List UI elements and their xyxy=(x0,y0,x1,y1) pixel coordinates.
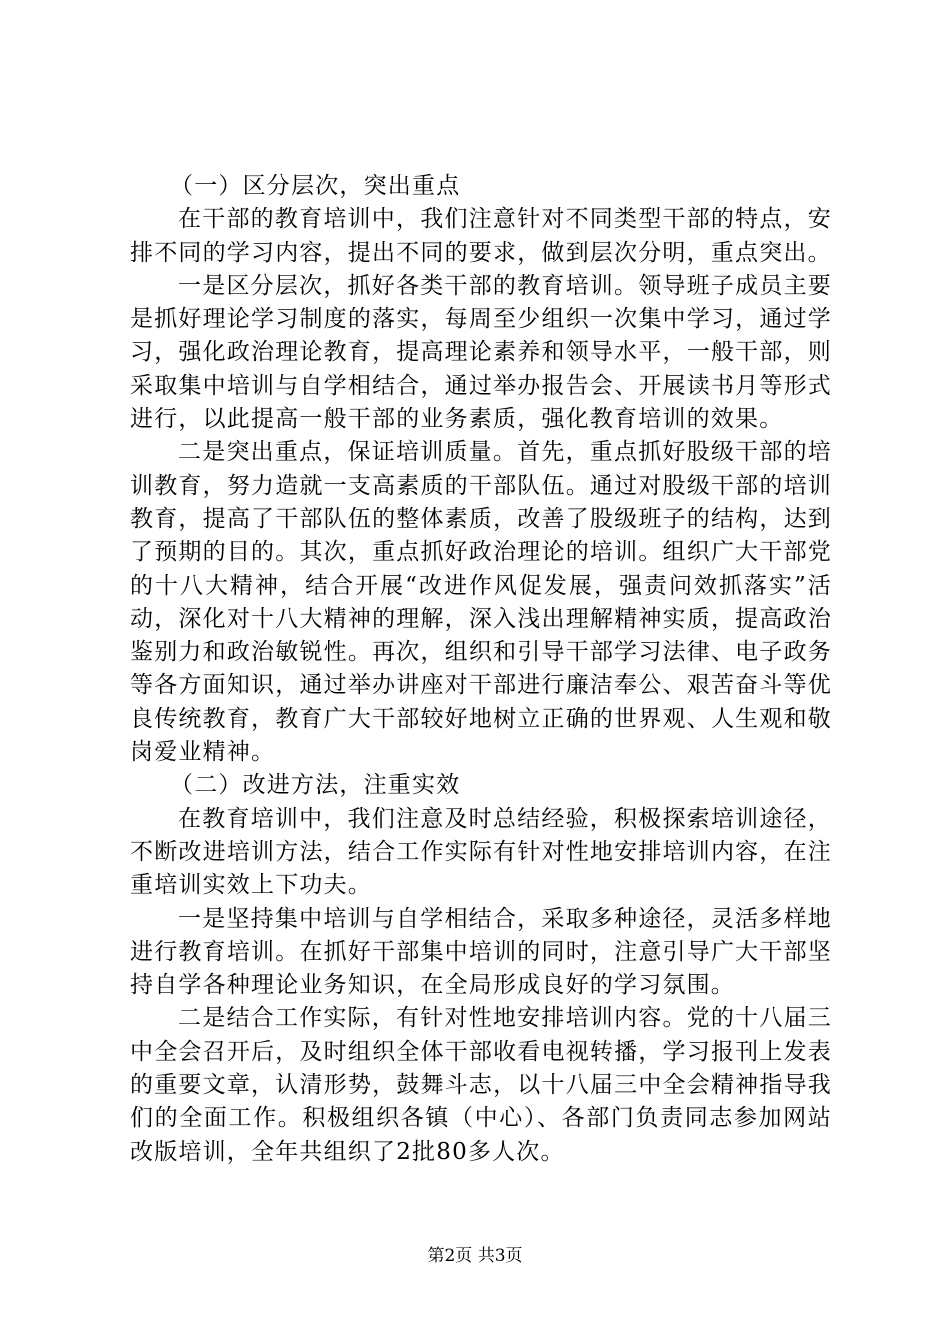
paragraph: 在教育培训中，我们注意及时总结经验，积极探索培训途径，不断改进培训方法，结合工作实际有针对性地安排培训内容，在注重培训实效上下功夫。 xyxy=(130,805,832,899)
section-heading-2: （二）改进方法，注重实效 xyxy=(170,772,461,799)
paragraph: 二是突出重点，保证培训质量。首先，重点抓好股级干部的培训教育，努力造就一支高素质的干部队伍。通过对股级干部的培训教育，提高了干部队伍的整体素质，改善了股级班子的结构，达到了预期的目的。其次，重点抓好政治理论的培训。组织广大干部党的十八大精神，结合开展“改进作风促发展，强责问效抓落实”活动，深化对十八大精神的理解，深入浅出理解精神实质，提高政治鉴别力和政治敏锐性。再次，组织和引导干部学习法律、电子政务等各方面知识，通过举办讲座对干部进行廉洁奉公、艰苦奋斗等优良传统教育，教育广大干部较好地树立正确的世界观、人生观和敬岗爱业精神。 xyxy=(130,439,832,766)
paragraph: 一是区分层次，抓好各类干部的教育培训。领导班子成员主要是抓好理论学习制度的落实，每周至少组织一次集中学习，通过学习，强化政治理论教育，提高理论素养和领导水平，一般干部，则采取集中培训与自学相结合，通过举办报告会、开展读书月等形式进行，以此提高一般干部的业务素质，强化教育培训的效果。 xyxy=(130,272,832,433)
section-heading-1: （一）区分层次，突出重点 xyxy=(170,173,461,199)
paragraph: 一是坚持集中培训与自学相结合，采取多种途径，灵活多样地进行教育培训。在抓好干部集中培训的同时，注意引导广大干部坚持自学各种理论业务知识，在全局形成良好的学习氛围。 xyxy=(130,905,832,999)
page-number: 第2页 共3页 xyxy=(427,1246,523,1266)
paragraph: 二是结合工作实际，有针对性地安排培训内容。党的十八届三中全会召开后，及时组织全体干部收看电视转播，学习报刊上发表的重要文章，认清形势，鼓舞斗志，以十八届三中全会精神指导我们的全面工作。积极组织各镇（中心）、各部门负责同志参加网站改版培训，全年共组织了2批80多人次。 xyxy=(130,1005,832,1165)
document-body xyxy=(130,170,832,1169)
paragraph: 在干部的教育培训中，我们注意针对不同类型干部的特点，安排不同的学习内容，提出不同的要求，做到层次分明，重点突出。 xyxy=(130,206,832,266)
